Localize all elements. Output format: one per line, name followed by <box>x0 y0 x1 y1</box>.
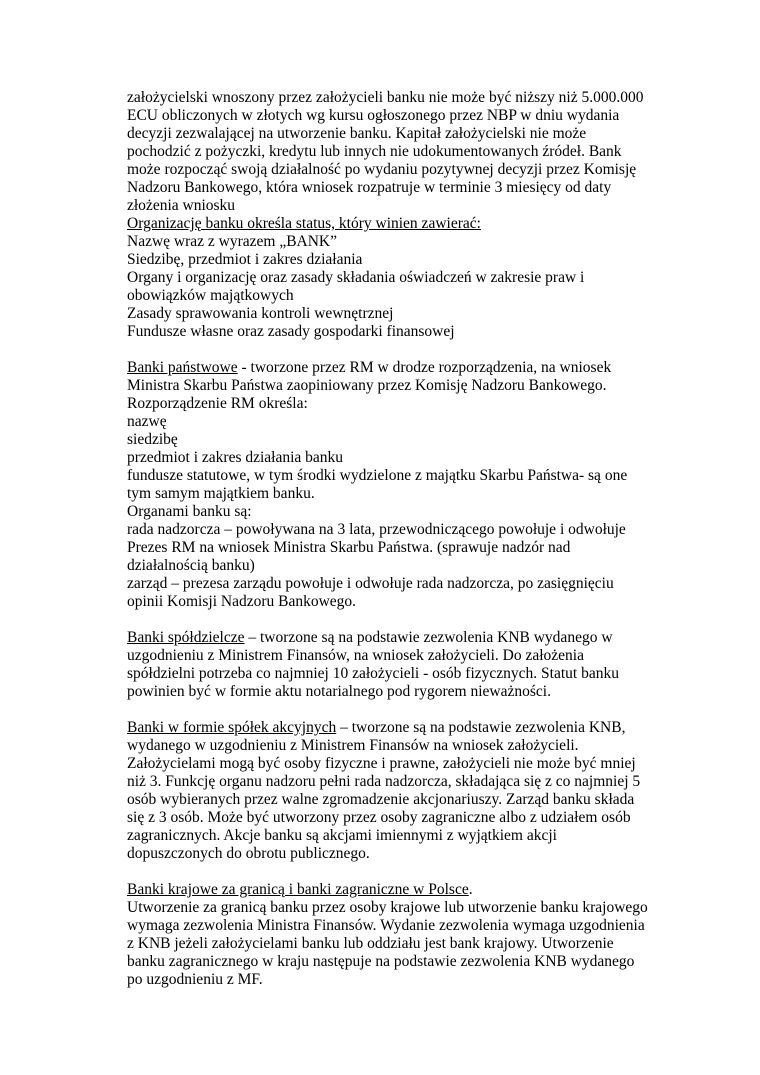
list-item: obowiązków majątkowych <box>127 287 294 304</box>
text-line: ECU obliczonych w złotych wg kursu ogłoszonego przez NBP w dniu wydania <box>127 107 620 124</box>
heading-continuation: - tworzone przez RM w drodze rozporządzenia, na wniosek <box>237 359 612 376</box>
section-first-line <box>127 719 657 737</box>
intro-paragraph <box>127 89 657 215</box>
section-heading: Banki w formie spółek akcyjnych <box>127 719 337 736</box>
section-first-line <box>127 359 657 377</box>
text-line: Utworzenie za granicą banku przez osoby krajowe lub utworzenie banku krajowego <box>127 899 648 916</box>
text-line: zarząd – prezesa zarządu powołuje i odwołuje rada nadzorcza, po zasięgnięciu <box>127 575 614 592</box>
paragraph-gap <box>127 341 657 359</box>
text-line: nazwę <box>127 413 167 430</box>
text-line: po uzgodnieniu z MF. <box>127 971 263 988</box>
text-line: Rozporządzenie RM określa: <box>127 395 308 412</box>
list-item: Siedzibę, przedmiot i zakres działania <box>127 251 363 268</box>
text-line: osób wybieranych przez walne zgromadzenie akcjonariuszy. Zarząd banku składa <box>127 791 635 808</box>
section-heading: Banki państwowe <box>127 359 238 376</box>
foreign-banks-section <box>127 881 657 989</box>
section-first-line <box>127 881 657 899</box>
text-line: przedmiot i zakres działania banku <box>127 449 344 466</box>
text-line: opinii Komisji Nadzoru Bankowego. <box>127 593 357 610</box>
text-line: banku zagranicznego w kraju następuje na podstawie zezwolenia KNB wydanego <box>127 953 635 970</box>
paragraph-gap <box>127 701 657 719</box>
text-line: siedzibę <box>127 431 178 448</box>
paragraph-gap <box>127 863 657 881</box>
text-line: rada nadzorcza – powoływana na 3 lata, przewodniczącego powołuje i odwołuje <box>127 521 626 538</box>
section-heading: Banki spółdzielcze <box>127 629 245 646</box>
list-item: Zasady sprawowania kontroli wewnętrznej <box>127 305 394 322</box>
text-line: fundusze statutowe, w tym środki wydzielone z majątku Skarbu Państwa- są one <box>127 467 628 484</box>
text-line: Prezes RM na wniosek Ministra Skarbu Państwa. (sprawuje nadzór nad <box>127 539 571 556</box>
text-line: spółdzielni potrzeba co najmniej 10 założycieli - osób fizycznych. Statut banku <box>127 665 619 682</box>
text-line: działalnością banku) <box>127 557 255 574</box>
text-line: z KNB jeżeli założycielami banku lub oddziału jest bank krajowy. Utworzenie <box>127 935 614 952</box>
joint-stock-banks-section <box>127 719 657 863</box>
text-line: Nadzoru Bankowego, która wniosek rozpatruje w terminie 3 miesięcy od daty <box>127 179 612 196</box>
text-line: Założycielami mogą być osoby fizyczne i prawne, założycieli nie może być mniej <box>127 755 636 772</box>
heading-period: . <box>468 881 473 898</box>
text-line: założycielski wnoszony przez założycieli banku nie może być niższy niż 5.000.000 <box>127 89 644 106</box>
text-line: zagranicznych. Akcje banku są akcjami imiennymi z wyjątkiem akcji <box>127 827 557 844</box>
list-item: Fundusze własne oraz zasady gospodarki finansowej <box>127 323 455 340</box>
text-line: Ministra Skarbu Państwa zaopiniowany przez Komisję Nadzoru Bankowego. <box>127 377 607 394</box>
text-line: może rozpocząć swoją działalność po wydaniu pozytywnej decyzji przez Komisję <box>127 161 637 178</box>
heading-continuation: – tworzone są na podstawie zezwolenia KNB, <box>336 719 626 736</box>
text-line: wymaga zezwolenia Ministra Finansów. Wydanie zezwolenia wymaga uzgodnienia <box>127 917 645 934</box>
text-line: wydanego w uzgodnieniu z Ministrem Finansów na wniosek założycieli. <box>127 737 579 754</box>
document-page <box>127 89 657 989</box>
organization-section <box>127 215 657 341</box>
text-line: niż 3. Funkcję organu nadzoru pełni rada nadzorcza, składająca się z co najmniej 5 <box>127 773 641 790</box>
heading-continuation: – tworzone są na podstawie zezwolenia KNB wydanego w <box>244 629 613 646</box>
text-line: powinien być w formie aktu notarialnego pod rygorem nieważności. <box>127 683 551 700</box>
text-line: złożenia wniosku <box>127 197 236 214</box>
text-line: uzgodnieniu z Ministrem Finansów, na wniosek założycieli. Do założenia <box>127 647 584 664</box>
coop-banks-section <box>127 629 657 701</box>
state-banks-section <box>127 359 657 611</box>
text-line: Organami banku są: <box>127 503 252 520</box>
text-line: się z 3 osób. Może być utworzony przez osoby zagraniczne albo z udziałem osób <box>127 809 631 826</box>
text-line: dopuszczonych do obrotu publicznego. <box>127 845 370 862</box>
list-item: Nazwę wraz z wyrazem „BANK” <box>127 233 337 250</box>
text-line: decyzji zezwalającej na utworzenie banku. Kapitał założycielski nie może <box>127 125 587 142</box>
section-heading: Organizację banku określa status, który winien zawierać: <box>127 215 481 232</box>
text-line: pochodzić z pożyczki, kredytu lub innych nie udokumentowanych źródeł. Bank <box>127 143 622 160</box>
paragraph-gap <box>127 611 657 629</box>
section-first-line <box>127 629 657 647</box>
list-item: Organy i organizację oraz zasady składania oświadczeń w zakresie praw i <box>127 269 585 286</box>
text-line: tym samym majątkiem banku. <box>127 485 315 502</box>
section-heading: Banki krajowe za granicą i banki zagraniczne w Polsce <box>127 881 469 898</box>
